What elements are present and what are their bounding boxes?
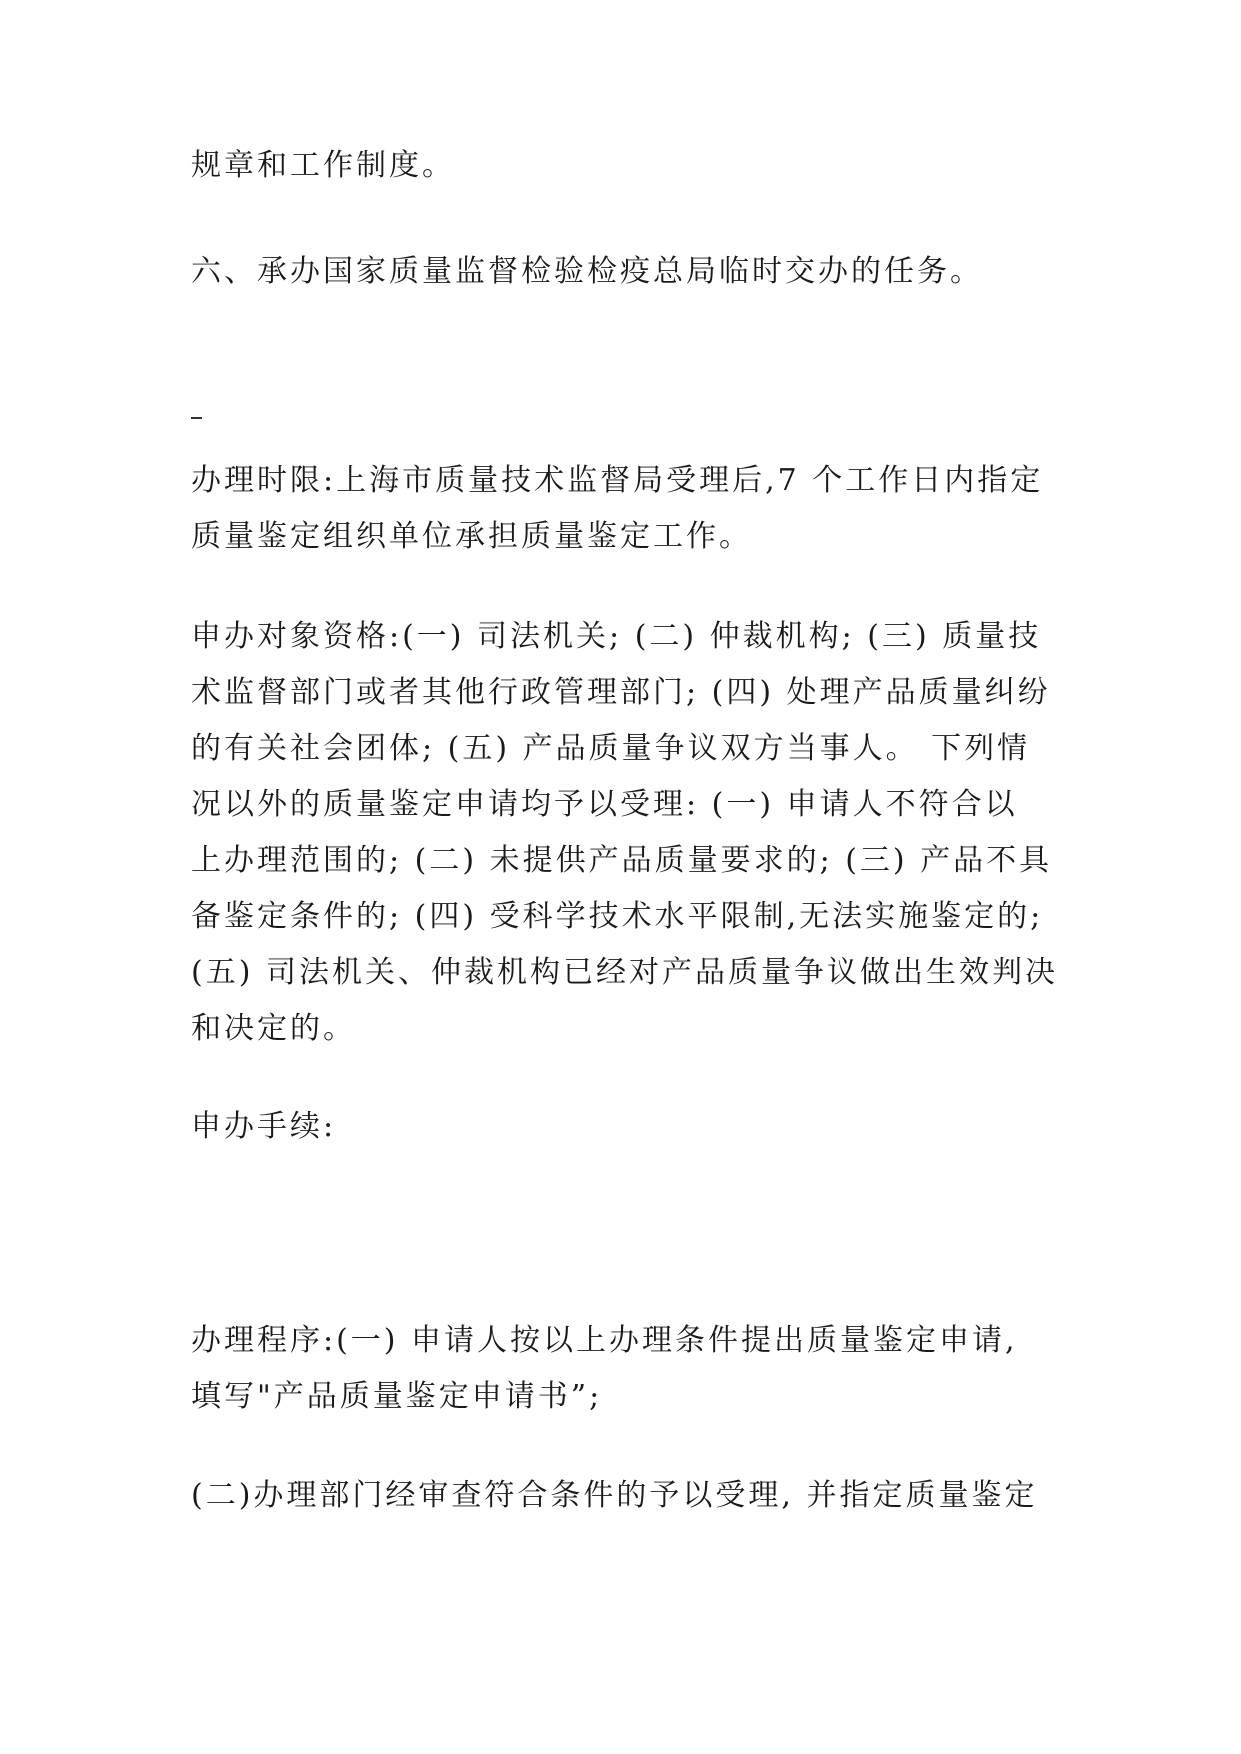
- paragraph-item-six: [191, 244, 1061, 300]
- text-line: 填写"产品质量鉴定申请书”;: [191, 1379, 603, 1414]
- text-line: 的有关社会团体; (五) 产品质量争议双方当事人。 下列情: [191, 731, 1031, 766]
- text-line: 上办理范围的; (二) 未提供产品质量要求的; (三) 产品不具: [191, 843, 1053, 878]
- text-line: 六、承办国家质量监督检验检疫总局临时交办的任务。: [191, 254, 983, 289]
- underscore-mark: [191, 417, 202, 419]
- paragraph-process-step-two: [191, 1468, 1061, 1524]
- text-line: 规章和工作制度。: [191, 148, 455, 183]
- text-line: 申办对象资格:(一) 司法机关; (二) 仲裁机构; (三) 质量技: [191, 619, 1042, 654]
- text-line: 和决定的。: [191, 1011, 356, 1046]
- text-line: 况以外的质量鉴定申请均予以受理: (一) 申请人不符合以: [191, 787, 1018, 822]
- text-line: 申办手续:: [191, 1109, 337, 1144]
- paragraph-process-step-one: [191, 1313, 1061, 1425]
- paragraph-regulations: [191, 138, 1061, 194]
- text-line: 办理时限:上海市质量技术监督局受理后,7 个工作日内指定: [191, 463, 1044, 498]
- text-line: 办理程序:(一) 申请人按以上办理条件提出质量鉴定申请,: [191, 1323, 1018, 1358]
- text-line: 质量鉴定组织单位承担质量鉴定工作。: [191, 519, 752, 554]
- text-line: (五) 司法机关、仲裁机构已经对产品质量争议做出生效判决: [191, 955, 1058, 990]
- paragraph-applicant-eligibility: [191, 609, 1061, 1057]
- text-line: 术监督部门或者其他行政管理部门; (四) 处理产品质量纠纷: [191, 675, 1051, 710]
- text-line: 备鉴定条件的; (四) 受科学技术水平限制,无法实施鉴定的;: [191, 899, 1044, 934]
- paragraph-time-limit: [191, 453, 1061, 565]
- text-line: (二)办理部门经审查符合条件的予以受理, 并指定质量鉴定: [191, 1478, 1038, 1513]
- paragraph-procedures-heading: [191, 1099, 1061, 1155]
